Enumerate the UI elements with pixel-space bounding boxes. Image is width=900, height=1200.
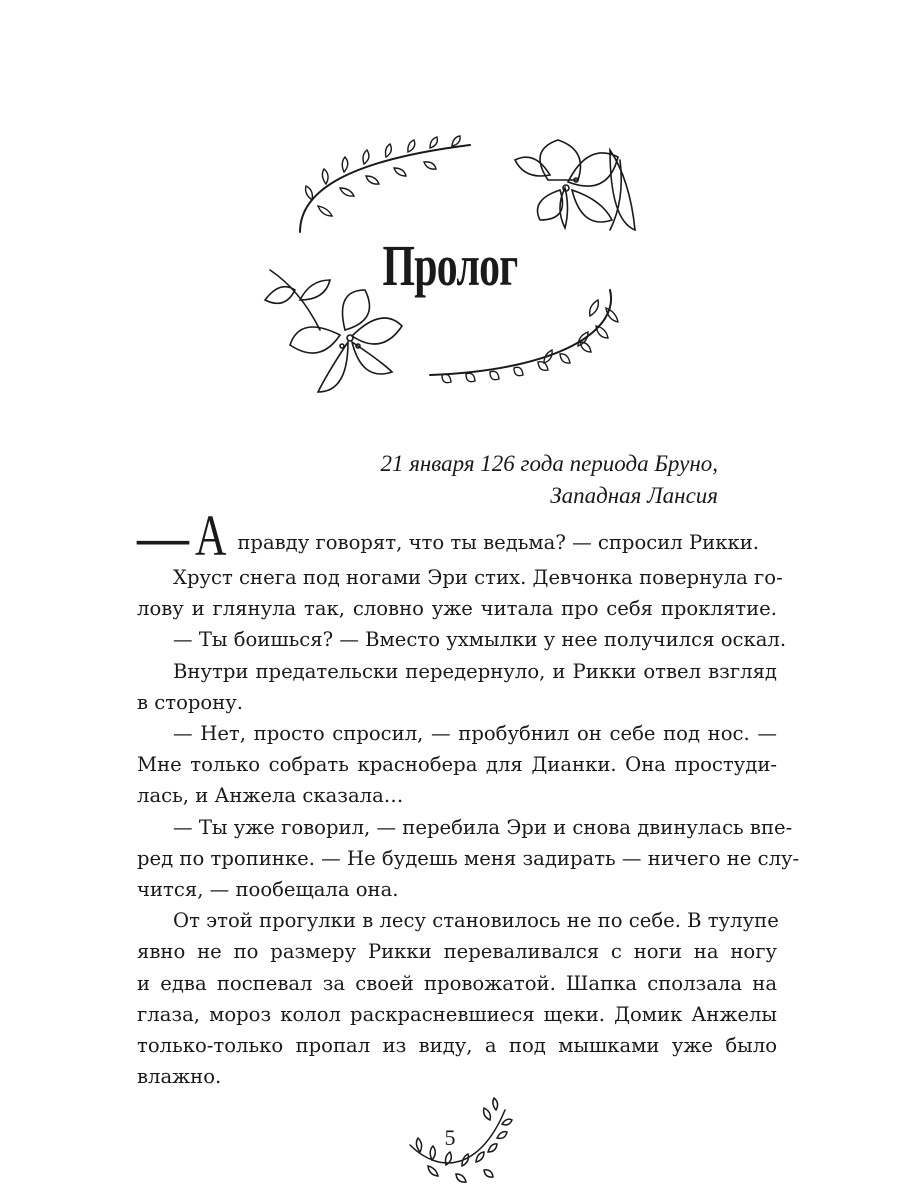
page-number: 5 bbox=[444, 1125, 456, 1150]
text-line: От этой прогулки в лесу становилось не по себе. В тулупе bbox=[173, 909, 779, 933]
opening-text: правду говорят, что ты ведьма? — спросил Рикки. bbox=[237, 531, 760, 554]
text-line: лову и глянула так, словно уже читала про себя проклятие. bbox=[137, 597, 777, 621]
dateline-place: Западная Лансия bbox=[550, 483, 718, 508]
chapter-title: Пролог bbox=[382, 233, 518, 298]
text-line: влажно. bbox=[137, 1065, 222, 1089]
dateline-date: 21 января 126 года периода Бруно, bbox=[380, 451, 718, 476]
text-line: ред по тропинке. — Не будешь меня задирать — ничего не слу- bbox=[137, 846, 800, 870]
text-line: и едва поспевал за своей провожатой. Шапка сползала на bbox=[137, 971, 777, 995]
text-line: — Ты боишься? — Вместо ухмылки у нее получился оскал. bbox=[173, 628, 787, 652]
text-line: в сторону. bbox=[137, 690, 244, 714]
text-line: Хруст снега под ногами Эри стих. Девчонка повернула го- bbox=[173, 566, 783, 589]
text-line: — Ты уже говорил, — перебила Эри и снова двинулась впе- bbox=[173, 815, 793, 839]
text-line: лась, и Анжела сказала… bbox=[137, 784, 404, 808]
text-line: только-только пропал из виду, а под мышками уже было bbox=[137, 1034, 777, 1058]
text-line: явно не по размеру Рикки переваливался с ноги на ногу bbox=[137, 940, 777, 964]
text-line: — Нет, просто спросил, — пробубнил он себе под нос. — bbox=[173, 722, 777, 746]
text-line: Мне только собрать краснобера для Дианки. Она простуди- bbox=[137, 753, 777, 777]
drop-cap: А bbox=[195, 503, 227, 568]
text-line: чится, — пообещала она. bbox=[137, 878, 399, 902]
text-line: Внутри предательски передернуло, и Рикки отвел взгляд bbox=[173, 659, 777, 683]
text-line: глаза, мороз колол раскрасневшиеся щеки. Домик Анжелы bbox=[137, 1002, 777, 1026]
opening-dash: — bbox=[137, 510, 189, 567]
